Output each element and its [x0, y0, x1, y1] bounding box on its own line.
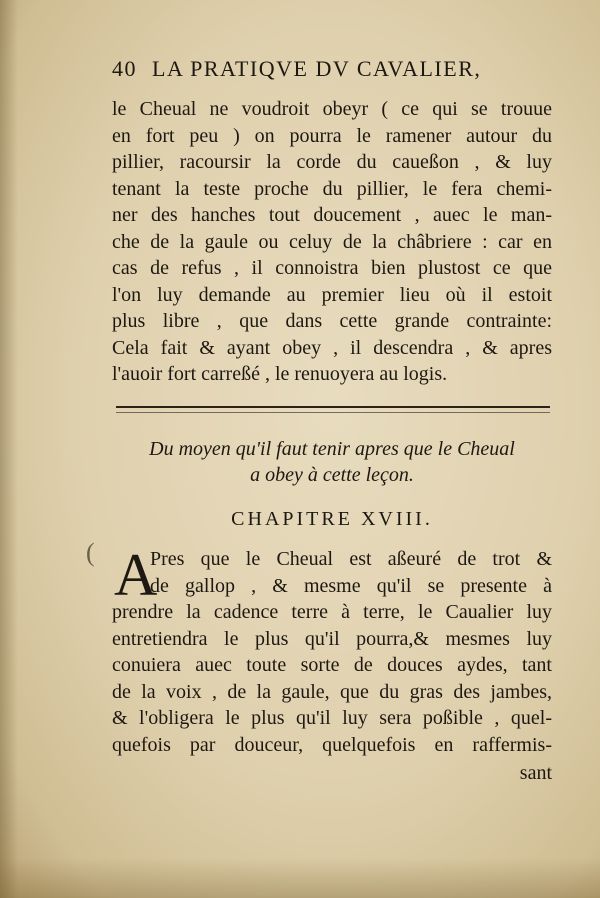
text-line: en fort peu ) on pourra le ramener autour du: [112, 124, 552, 147]
text-line: ner des hanches tout doucement , auec le man-: [112, 204, 552, 226]
text-line: prendre la cadence terre à terre, le Caualier luy: [112, 601, 552, 623]
section-divider-thin: [116, 412, 550, 413]
text-line: & l'obligera le plus qu'il luy sera poßible , quel-: [112, 707, 552, 729]
text-line: entretiendra le plus qu'il pourra,& mesmes luy: [112, 627, 552, 650]
section-divider: [116, 406, 550, 408]
section-title-line-1: Du moyen qu'il faut tenir apres que le Cheual: [149, 438, 515, 460]
text-line: plus libre , que dans cette grande contrainte:: [112, 310, 552, 332]
paragraph-1: [112, 96, 552, 388]
section-title: [112, 436, 552, 488]
text-line: Cela fait & ayant obey , il descendra , & apres: [112, 336, 552, 359]
text-line: pillier, racoursir la corde du caueßon , & luy: [112, 151, 552, 173]
section-title-line-2: a obey à cette leçon.: [250, 464, 414, 486]
text-line: de gallop , & mesme qu'il se presente à: [150, 574, 552, 597]
text-line: cas de refus , il connoistra bien plustost ce que: [112, 257, 552, 279]
text-line: conuiera auec toute sorte de douces aydes, tant: [112, 654, 552, 676]
text-line: l'on luy demande au premier lieu où il estoit: [112, 283, 552, 306]
running-head: [112, 56, 552, 86]
chapter-paragraph: [112, 542, 552, 758]
text-line: de la voix , de la gaule, que du gras des jambes,: [112, 680, 552, 703]
page-number: 40: [112, 56, 137, 81]
catchword: sant: [519, 762, 552, 784]
text-line: Pres que le Cheual est aßeuré de trot &: [150, 548, 552, 570]
chapter-heading: CHAPITRE XVIII.: [231, 508, 433, 530]
drop-cap: A: [114, 542, 158, 608]
running-title: LA PRATIQVE DV CAVALIER,: [152, 56, 482, 81]
text-line: l'auoir fort carreßé , le renuoyera au logis.: [112, 363, 448, 385]
text-line: che de la gaule ou celuy de la châbriere : car en: [112, 230, 552, 253]
margin-bracket-mark: (: [86, 538, 95, 567]
text-line: quefois par douceur, quelquefois en raffermis-: [112, 733, 552, 756]
text-line: le Cheual ne voudroit obeyr ( ce qui se trouue: [112, 98, 552, 120]
text-line: tenant la teste proche du pillier, le fera chemi-: [112, 177, 552, 200]
